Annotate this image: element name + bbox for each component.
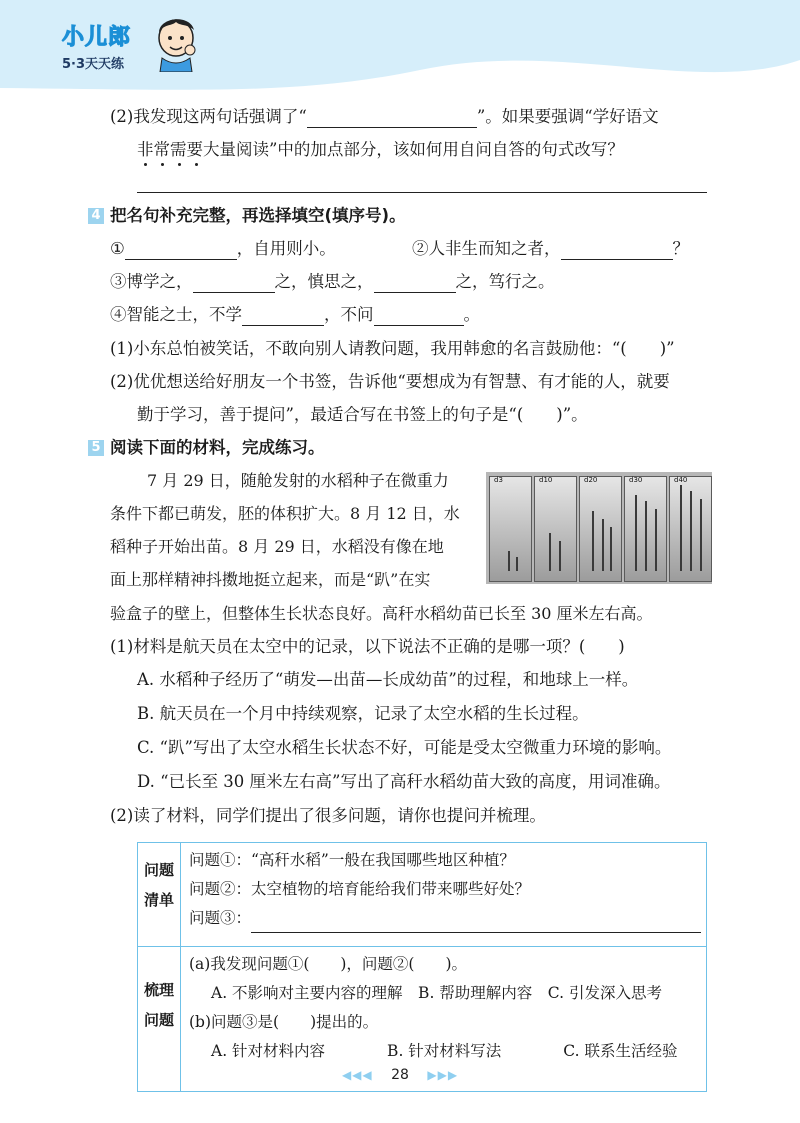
photo-label: d3 — [494, 476, 503, 484]
answer-line[interactable] — [137, 174, 707, 193]
mascot-boy-icon — [150, 12, 202, 72]
answer-blank[interactable] — [374, 274, 456, 293]
page-number: 28 — [391, 1067, 409, 1083]
q5-sub1: (1)材料是航天员在太空中的记录，以下说法不正确的是哪一项？( ) — [110, 637, 625, 656]
passage-line: 验盒子的壁上，但整体生长状态良好。高秆水稻幼苗已长至 30 厘米左右高。 — [110, 604, 653, 623]
sort-a-line: (a)我发现问题①( )，问题②( )。 — [189, 955, 468, 973]
emphasis-dot — [195, 163, 198, 166]
q4-item4: ④智能之士，不学 ，不问 。 — [110, 305, 480, 324]
photo-panel — [579, 476, 622, 582]
option-c[interactable]: C. “趴”写出了太空水稻生长状态不好，可能是受太空微重力环境的影响。 — [137, 738, 672, 757]
brand-subtitle: 5·3天天练 — [62, 57, 125, 72]
q4-item3: ③博学之， 之，慎思之， 之，笃行之。 — [110, 272, 555, 291]
option-d[interactable]: D. “已长至 30 厘米左右高”写出了高秆水稻幼苗大致的高度，用词准确。 — [137, 772, 671, 791]
q4-item2: ②人非生而知之者， ？ — [412, 239, 689, 258]
q5-title: 阅读下面的材料，完成练习。 — [110, 438, 325, 457]
question-number-4: 4 — [88, 208, 104, 224]
option-a[interactable]: A. 水稻种子经历了“萌发—出苗—长成幼苗”的过程，和地球上一样。 — [137, 670, 639, 689]
photo-label: d40 — [674, 476, 688, 484]
prev-arrows-icon: ◀◀◀ — [341, 1068, 373, 1082]
answer-blank[interactable] — [251, 912, 701, 933]
page-footer — [0, 1067, 800, 1083]
passage-line: 面上那样精神抖擞地挺立起来，而是“趴”在实 — [110, 570, 431, 589]
answer-blank[interactable] — [561, 241, 673, 260]
option-b[interactable]: B. 航天员在一个月中持续观察，记录了太空水稻的生长过程。 — [137, 704, 589, 723]
q4-sub2-line1: (2)优优想送给好朋友一个书签，告诉他“要想成为有智慧、有才能的人，就要 — [110, 372, 670, 391]
q4-title: 把名句补充完整，再选择填空(填序号)。 — [110, 206, 406, 225]
answer-blank[interactable] — [374, 307, 464, 326]
question-2: 问题②：太空植物的培育能给我们带来哪些好处？ — [189, 880, 531, 898]
photo-label: d30 — [629, 476, 643, 484]
answer-blank[interactable] — [307, 109, 477, 128]
table-label-question-list: 问题 清单 — [138, 843, 181, 947]
sort-b-options[interactable]: A. 针对材料内容 B. 针对材料写法 C. 联系生活经验 — [211, 1042, 678, 1060]
photo-label: d10 — [539, 476, 553, 484]
q4-sub1: (1)小东总怕被笑话，不敢向别人请教问题，我用韩愈的名言鼓励他：“( )” — [110, 339, 675, 358]
answer-blank[interactable] — [125, 241, 237, 260]
q4-sub2-line2: 勤于学习，善于提问”，最适合写在书签上的句子是“( )”。 — [137, 405, 588, 424]
photo-panel — [669, 476, 712, 582]
passage-line: 条件下都已萌发，胚的体积扩大。8 月 12 日，水 — [110, 504, 460, 523]
passage-line: 7 月 29 日，随舱发射的水稻种子在微重力 — [147, 471, 449, 490]
question-table — [137, 842, 707, 1092]
emphasis-dot — [144, 163, 147, 166]
question-1: 问题①：“高秆水稻”一般在我国哪些地区种植？ — [189, 851, 515, 869]
photo-panel — [489, 476, 532, 582]
answer-blank[interactable] — [242, 307, 324, 326]
next-arrows-icon: ▶▶▶ — [427, 1068, 459, 1082]
q5-sub2: (2)读了材料，同学们提出了很多问题，请你也提问并梳理。 — [110, 806, 546, 825]
passage-line: 稻种子开始出苗。8 月 29 日，水稻没有像在地 — [110, 537, 444, 556]
question-3: 问题③： — [181, 904, 706, 933]
q4-item1: ① ，自用则小。 — [110, 239, 336, 258]
sort-b-line: (b)问题③是( )提出的。 — [189, 1013, 379, 1031]
q3-sub2-line2: 非常需要大量阅读”中的加点部分，该如何用自问自答的句式改写？ — [137, 139, 800, 161]
question-number-5: 5 — [88, 440, 104, 456]
photo-panel — [534, 476, 577, 582]
emphasis-dot — [178, 163, 181, 166]
sort-a-options[interactable]: A. 不影响对主要内容的理解 B. 帮助理解内容 C. 引发深入思考 — [211, 984, 662, 1002]
rice-growth-photo — [486, 472, 712, 584]
photo-panel — [624, 476, 667, 582]
emphasis-dot — [161, 163, 164, 166]
photo-label: d20 — [584, 476, 598, 484]
brand-title: 小儿郎 — [62, 25, 132, 50]
q3-sub2-line1: (2)我发现这两句话强调了“ ”。如果要强调“学好语文 — [110, 107, 659, 126]
answer-blank[interactable] — [193, 274, 275, 293]
brand-logo — [62, 20, 131, 72]
table-label-sort-questions: 梳理 问题 — [138, 947, 181, 1092]
